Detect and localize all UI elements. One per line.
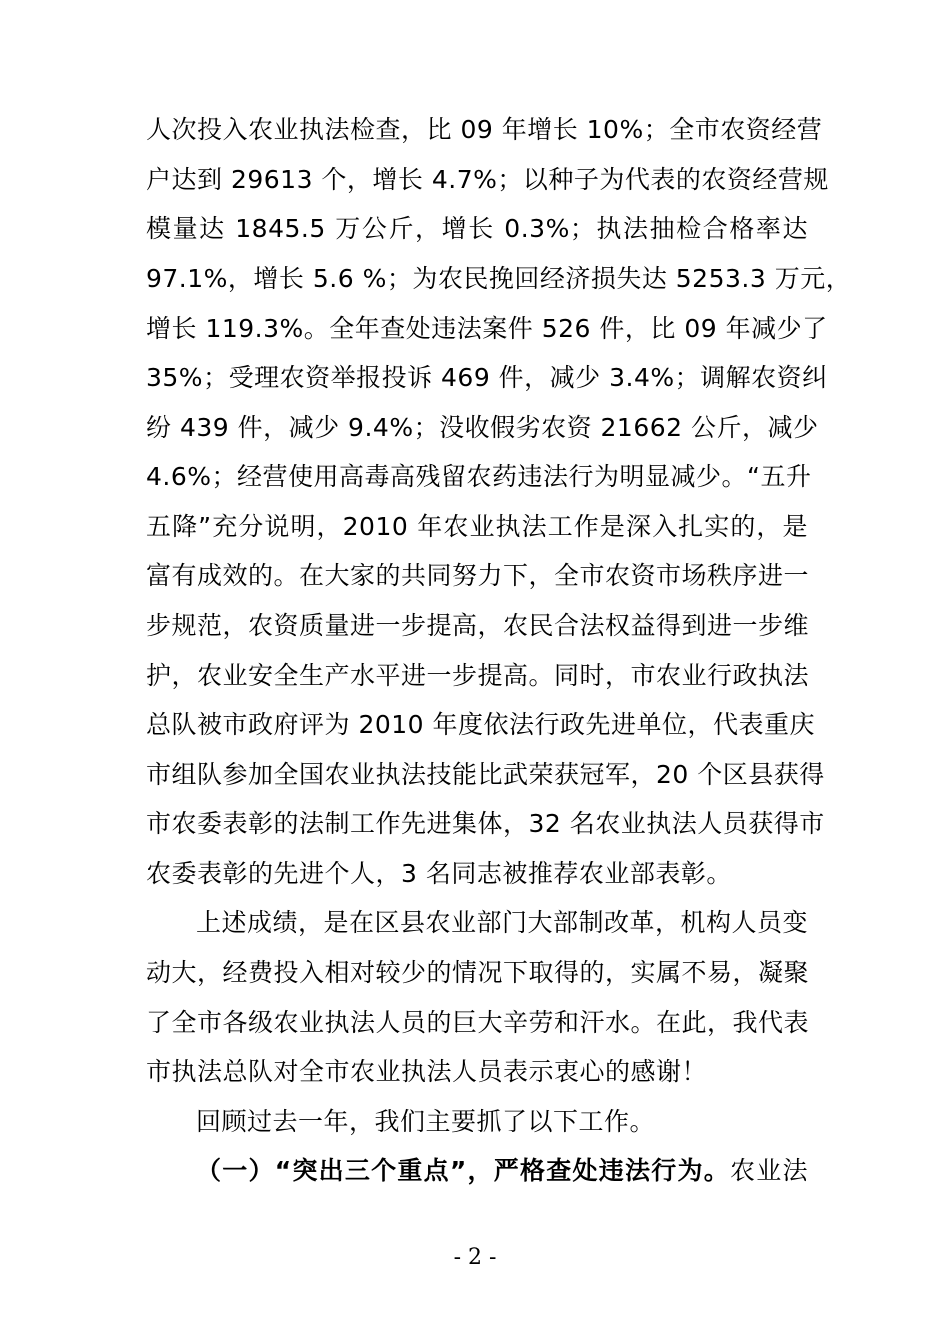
body-text-line: 五降”充分说明，2010 年农业执法工作是深入扎实的，是: [146, 512, 808, 541]
body-text-line: 了全市各级农业执法人员的巨大辛劳和汗水。在此，我代表: [146, 1008, 810, 1037]
body-text-line: 市组队参加全国农业执法技能比武荣获冠军，20 个区县获得: [146, 760, 825, 789]
body-text-line: 回顾过去一年，我们主要抓了以下工作。: [196, 1107, 656, 1136]
body-text-line: 模量达 1845.5 万公斤，增长 0.3%；执法抽检合格率达: [146, 214, 808, 243]
body-text-line: 上述成绩，是在区县农业部门大部制改革，机构人员变: [196, 908, 809, 937]
body-text-line: 动大，经费投入相对较少的情况下取得的，实属不易，凝聚: [146, 958, 810, 987]
body-text-line: 护，农业安全生产水平进一步提高。同时，市农业行政执法: [146, 661, 810, 690]
section-heading-line: [196, 1146, 808, 1196]
body-text-line: 纷 439 件，减少 9.4%；没收假劣农资 21662 公斤，减少: [146, 413, 819, 442]
page-number: - 2 -: [453, 1245, 497, 1270]
body-text-line: 人次投入农业执法检查，比 09 年增长 10%；全市农资经营: [146, 115, 823, 144]
body-text-line: 97.1%，增长 5.6 %；为农民挽回经济损失达 5253.3 万元，: [146, 264, 852, 293]
section-heading: （一）“突出三个重点”，严格查处违法行为。: [196, 1156, 730, 1185]
body-text-line: 富有成效的。在大家的共同努力下，全市农资市场秩序进一: [146, 561, 810, 590]
body-text-line: 户达到 29613 个，增长 4.7%；以种子为代表的农资经营规: [146, 165, 829, 194]
body-text-line: 总队被市政府评为 2010 年度依法行政先进单位，代表重庆: [146, 710, 816, 739]
section-text: 农业法: [730, 1156, 808, 1185]
body-text-line: 农委表彰的先进个人，3 名同志被推荐农业部表彰。: [146, 859, 732, 888]
body-text-line: 35%；受理农资举报投诉 469 件，减少 3.4%；调解农资纠: [146, 363, 828, 392]
body-text-line: 步规范，农资质量进一步提高，农民合法权益得到进一步维: [146, 611, 810, 640]
body-text-line: 市农委表彰的法制工作先进集体，32 名农业执法人员获得市: [146, 809, 825, 838]
body-text-line: 4.6%；经营使用高毒高残留农药违法行为明显减少。“五升: [146, 462, 812, 491]
body-text-line: 市执法总队对全市农业执法人员表示衷心的感谢！: [146, 1057, 708, 1086]
body-text-line: 增长 119.3%。全年查处违法案件 526 件，比 09 年减少了: [146, 314, 828, 343]
